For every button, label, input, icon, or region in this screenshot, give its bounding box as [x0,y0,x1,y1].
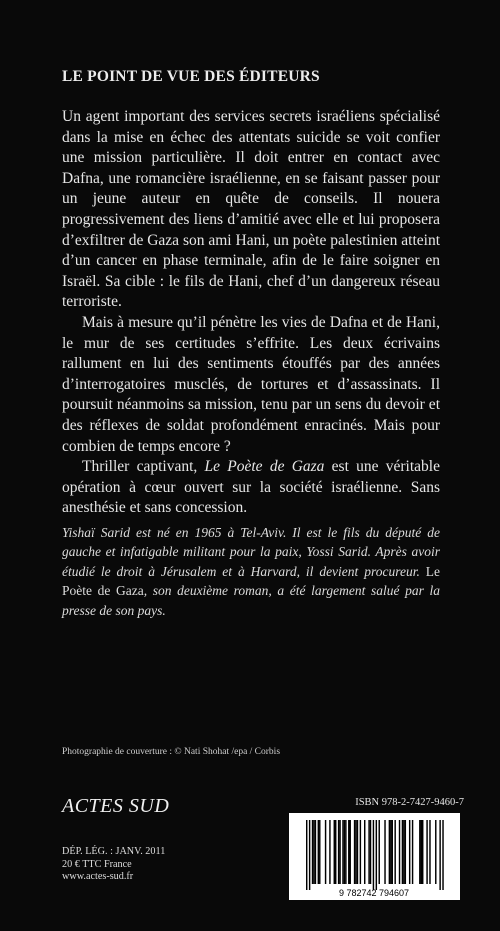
barcode-bar [379,820,380,884]
isbn-label: ISBN 978-2-7427-9460-7 [355,797,464,808]
bio-text-end: , son deuxième roman, a été largement salué par la presse de son pays. [62,583,440,618]
barcode-bar [403,820,404,884]
barcode-bar [354,820,355,884]
barcode-bar [350,820,351,884]
barcode-bar [402,820,403,884]
barcode-bar [412,820,413,884]
barcode-graphic [289,813,460,900]
barcode-bar [345,820,346,884]
bio-book-title: Le Poète de Gaza [62,563,440,599]
barcode-bar [376,820,377,890]
barcode-bar [389,820,390,884]
legal-info [62,846,262,884]
book-title-italic: Le Poète de Gaza [204,458,325,476]
barcode-bar [312,820,313,884]
legal-deposit: DÉP. LÉG. : JANV. 2011 [62,846,166,857]
barcode-bar [306,820,307,890]
barcode-bar [315,820,316,884]
barcode-bar [429,820,430,884]
website: www.actes-sud.fr [62,871,134,883]
blurb-p3-lead: Thriller captivant, [82,458,205,476]
barcode-bar [422,820,423,884]
barcode-bar [309,820,310,890]
photo-credit: Photographie de couverture : © Nati Shohat /epa / Corbis [62,747,281,757]
barcode-bar [442,820,443,890]
barcode-bar [392,820,393,884]
blurb-p3-rest: est une véritable opération à cœur ouvert sur la société israélienne. Sans anesthésie et sans concession. [62,458,440,517]
section-heading: LE POINT DE VUE DES ÉDITEURS [62,68,320,85]
blurb-paragraph-1: Un agent important des services secrets israéliens spécialisé dans la mise en échec des attentats suicide se voit confier une mission particulière. Il doit entrer en contact avec Dafna, une romancière israélienne, en se faisant passer pour un jeune auteur en quête de conseils. Il nouera progressivement des liens d’amitié avec elle et lui proposera d’exfiltrer de Gaza son ami Hani, un poète palestinien atteint d’un cancer en phase terminale, afin de le faire soigner en Israël. Sa cible : le fils de Hani, chef d’un dangereux réseau terroriste. [62,108,440,311]
publisher-logo: ACTES SUD [62,795,170,817]
barcode-bar [421,820,422,884]
barcode-bar [364,820,365,884]
barcode-bar [342,820,343,884]
barcode-bar [318,820,319,884]
barcode-bar [435,820,436,884]
barcode-bar [439,820,440,890]
blurb-paragraph-3 [62,457,440,519]
barcode-bar [319,820,320,884]
barcode-bar [348,820,349,884]
barcode-bar [338,820,339,884]
barcode-bar [399,820,400,884]
barcode-digits: 9 782742 794607 [338,888,410,898]
barcode-bar [409,820,410,884]
bio-text: Yishaï Sarid est né en 1965 à Tel-Aviv. Il est le fils du député de gauche et infatigable militant pour la paix, Yossi Sarid. Après avoir étudié le droit à Jérusalem et à Harvard, il devient procureur. [62,525,440,579]
barcode-bars [306,820,444,890]
barcode-bar [426,820,427,884]
price: 20 € TTC France [62,858,132,870]
barcode-bar [373,820,374,890]
barcode-bar [360,820,361,884]
barcode-bar [390,820,391,884]
author-bio [62,523,440,620]
blurb-paragraph-2: Mais à mesure qu’il pénètre les vies de Dafna et de Hani, le mur de ses certitudes s’effrite. Les deux écrivains rallument en lui des sentiments étouffés par des années d’interrogatoires musclés, de tortures et d’assassinats. Il poursuit néanmoins sa mission, tenu par un sens du devoir et des réflexes de soldat profondément enracinés. Mais pour combien de temps encore ? [62,313,440,455]
barcode-bar [405,820,406,884]
barcode-bar [355,820,356,884]
barcode-bar [339,820,340,884]
book-blurb [62,107,440,519]
barcode-bar [335,820,336,884]
barcode-bar [368,820,369,884]
barcode-bar [419,820,420,884]
barcode-bar [325,820,326,884]
barcode-bar [329,820,330,884]
barcode-bar [394,820,395,884]
barcode-bar [313,820,314,884]
barcode-bar [384,820,385,884]
barcode-bar [334,820,335,884]
barcode-bar [370,820,371,884]
barcode-bar [357,820,358,884]
barcode-bar [344,820,345,884]
barcode [289,813,460,900]
